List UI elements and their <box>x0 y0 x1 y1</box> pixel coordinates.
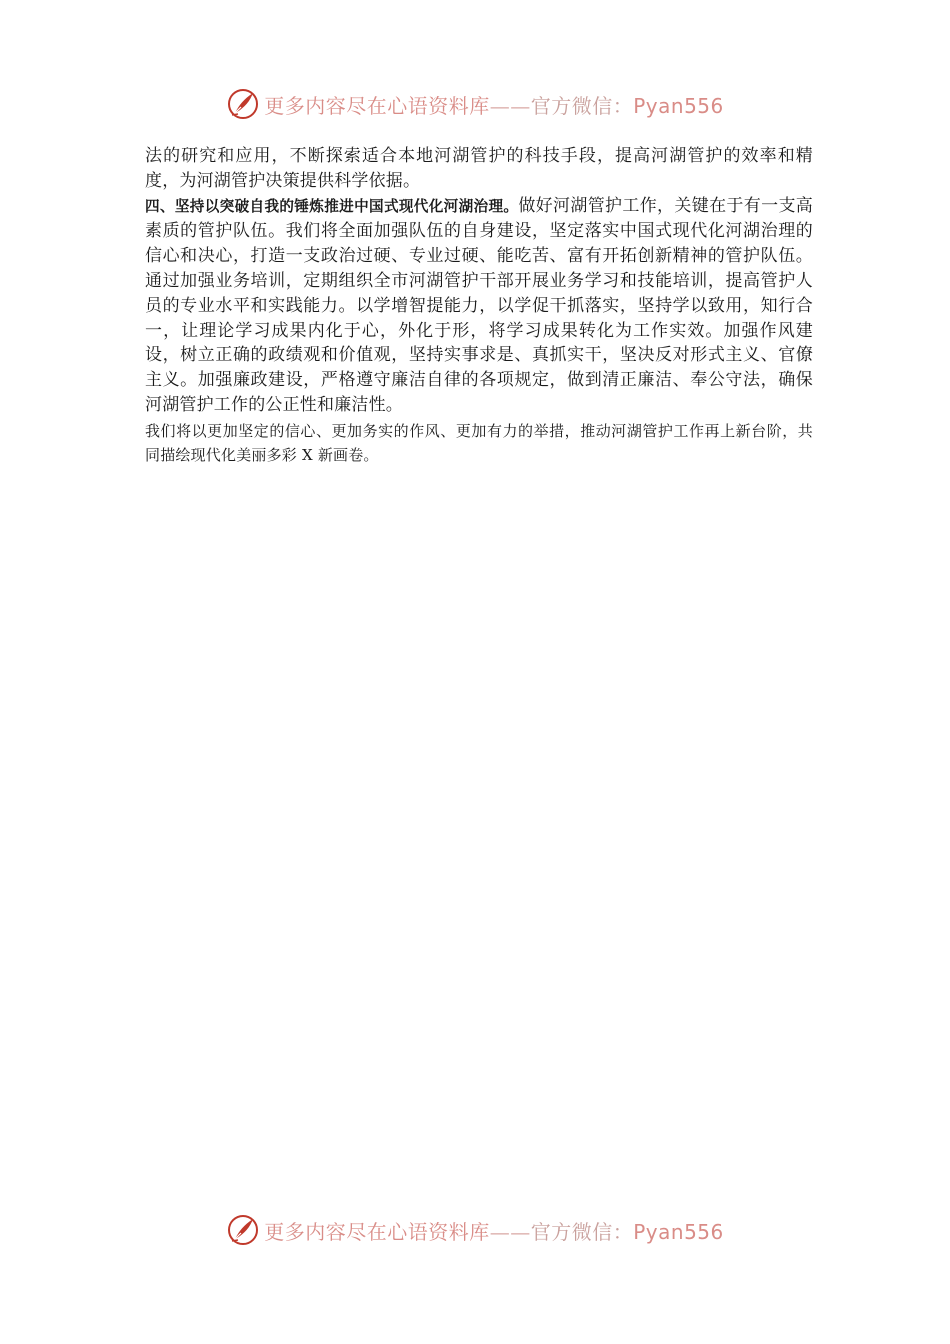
paragraph-section-4 <box>145 194 813 418</box>
paragraph-closing: 我们将以更加坚定的信心、更加务实的作风、更加有力的举措，推动河湖管护工作再上新台阶，共同描绘现代化美丽多彩 X 新画卷。 <box>145 421 813 465</box>
section-4-heading: 四、坚持以突破自我的锤炼推进中国式现代化河湖治理。 <box>145 197 519 215</box>
paragraph-continued: 法的研究和应用，不断探索适合本地河湖管护的科技手段，提高河湖管护的效率和精度，为河湖管护决策提供科学依据。 <box>145 146 813 191</box>
banner-wechat-label: 官方微信： <box>530 1219 634 1244</box>
banner-wechat-label: 官方微信： <box>530 93 634 118</box>
banner-wechat-id: Pyan556 <box>633 93 724 118</box>
quill-pen-logo-icon <box>226 87 260 121</box>
header-banner <box>0 84 950 124</box>
document-body <box>145 144 813 468</box>
banner-dash-2: — <box>510 1219 531 1244</box>
section-4-body: 做好河湖管护工作，关键在于有一支高素质的管护队伍。我们将全面加强队伍的自身建设，坚定落实中国式现代化河湖治理的信心和决心，打造一支政治过硬、专业过硬、能吃苦、富有开拓创新精神的管护队伍。通过加强业务培训，定期组织全市河湖管护干部开展业务学习和技能培训，提高管护人员的专业水平和实践能力。以学增智提能力，以学促干抓落实，坚持学以致用，知行合一，让理论学习成果内化于心，外化于形，将学习成果转化为工作实效。加强作风建设，树立正确的政绩观和价值观，坚持实事求是、真抓实干，坚决反对形式主义、官僚主义。加强廉政建设，严格遵守廉洁自律的各项规定，做到清正廉洁、奉公守法，确保河湖管护工作的公正性和廉洁性。 <box>145 195 813 415</box>
banner-text <box>264 1216 724 1245</box>
banner-dash-2: — <box>510 93 531 118</box>
quill-pen-logo-icon <box>226 1213 260 1247</box>
banner-dash: — <box>489 1219 511 1244</box>
banner-dash: — <box>489 93 511 118</box>
footer-banner <box>0 1210 950 1250</box>
banner-wechat-id: Pyan556 <box>633 1219 724 1244</box>
banner-slogan: 更多内容尽在心语资料库 <box>264 93 490 118</box>
banner-text <box>264 90 724 119</box>
banner-slogan: 更多内容尽在心语资料库 <box>264 1219 490 1244</box>
